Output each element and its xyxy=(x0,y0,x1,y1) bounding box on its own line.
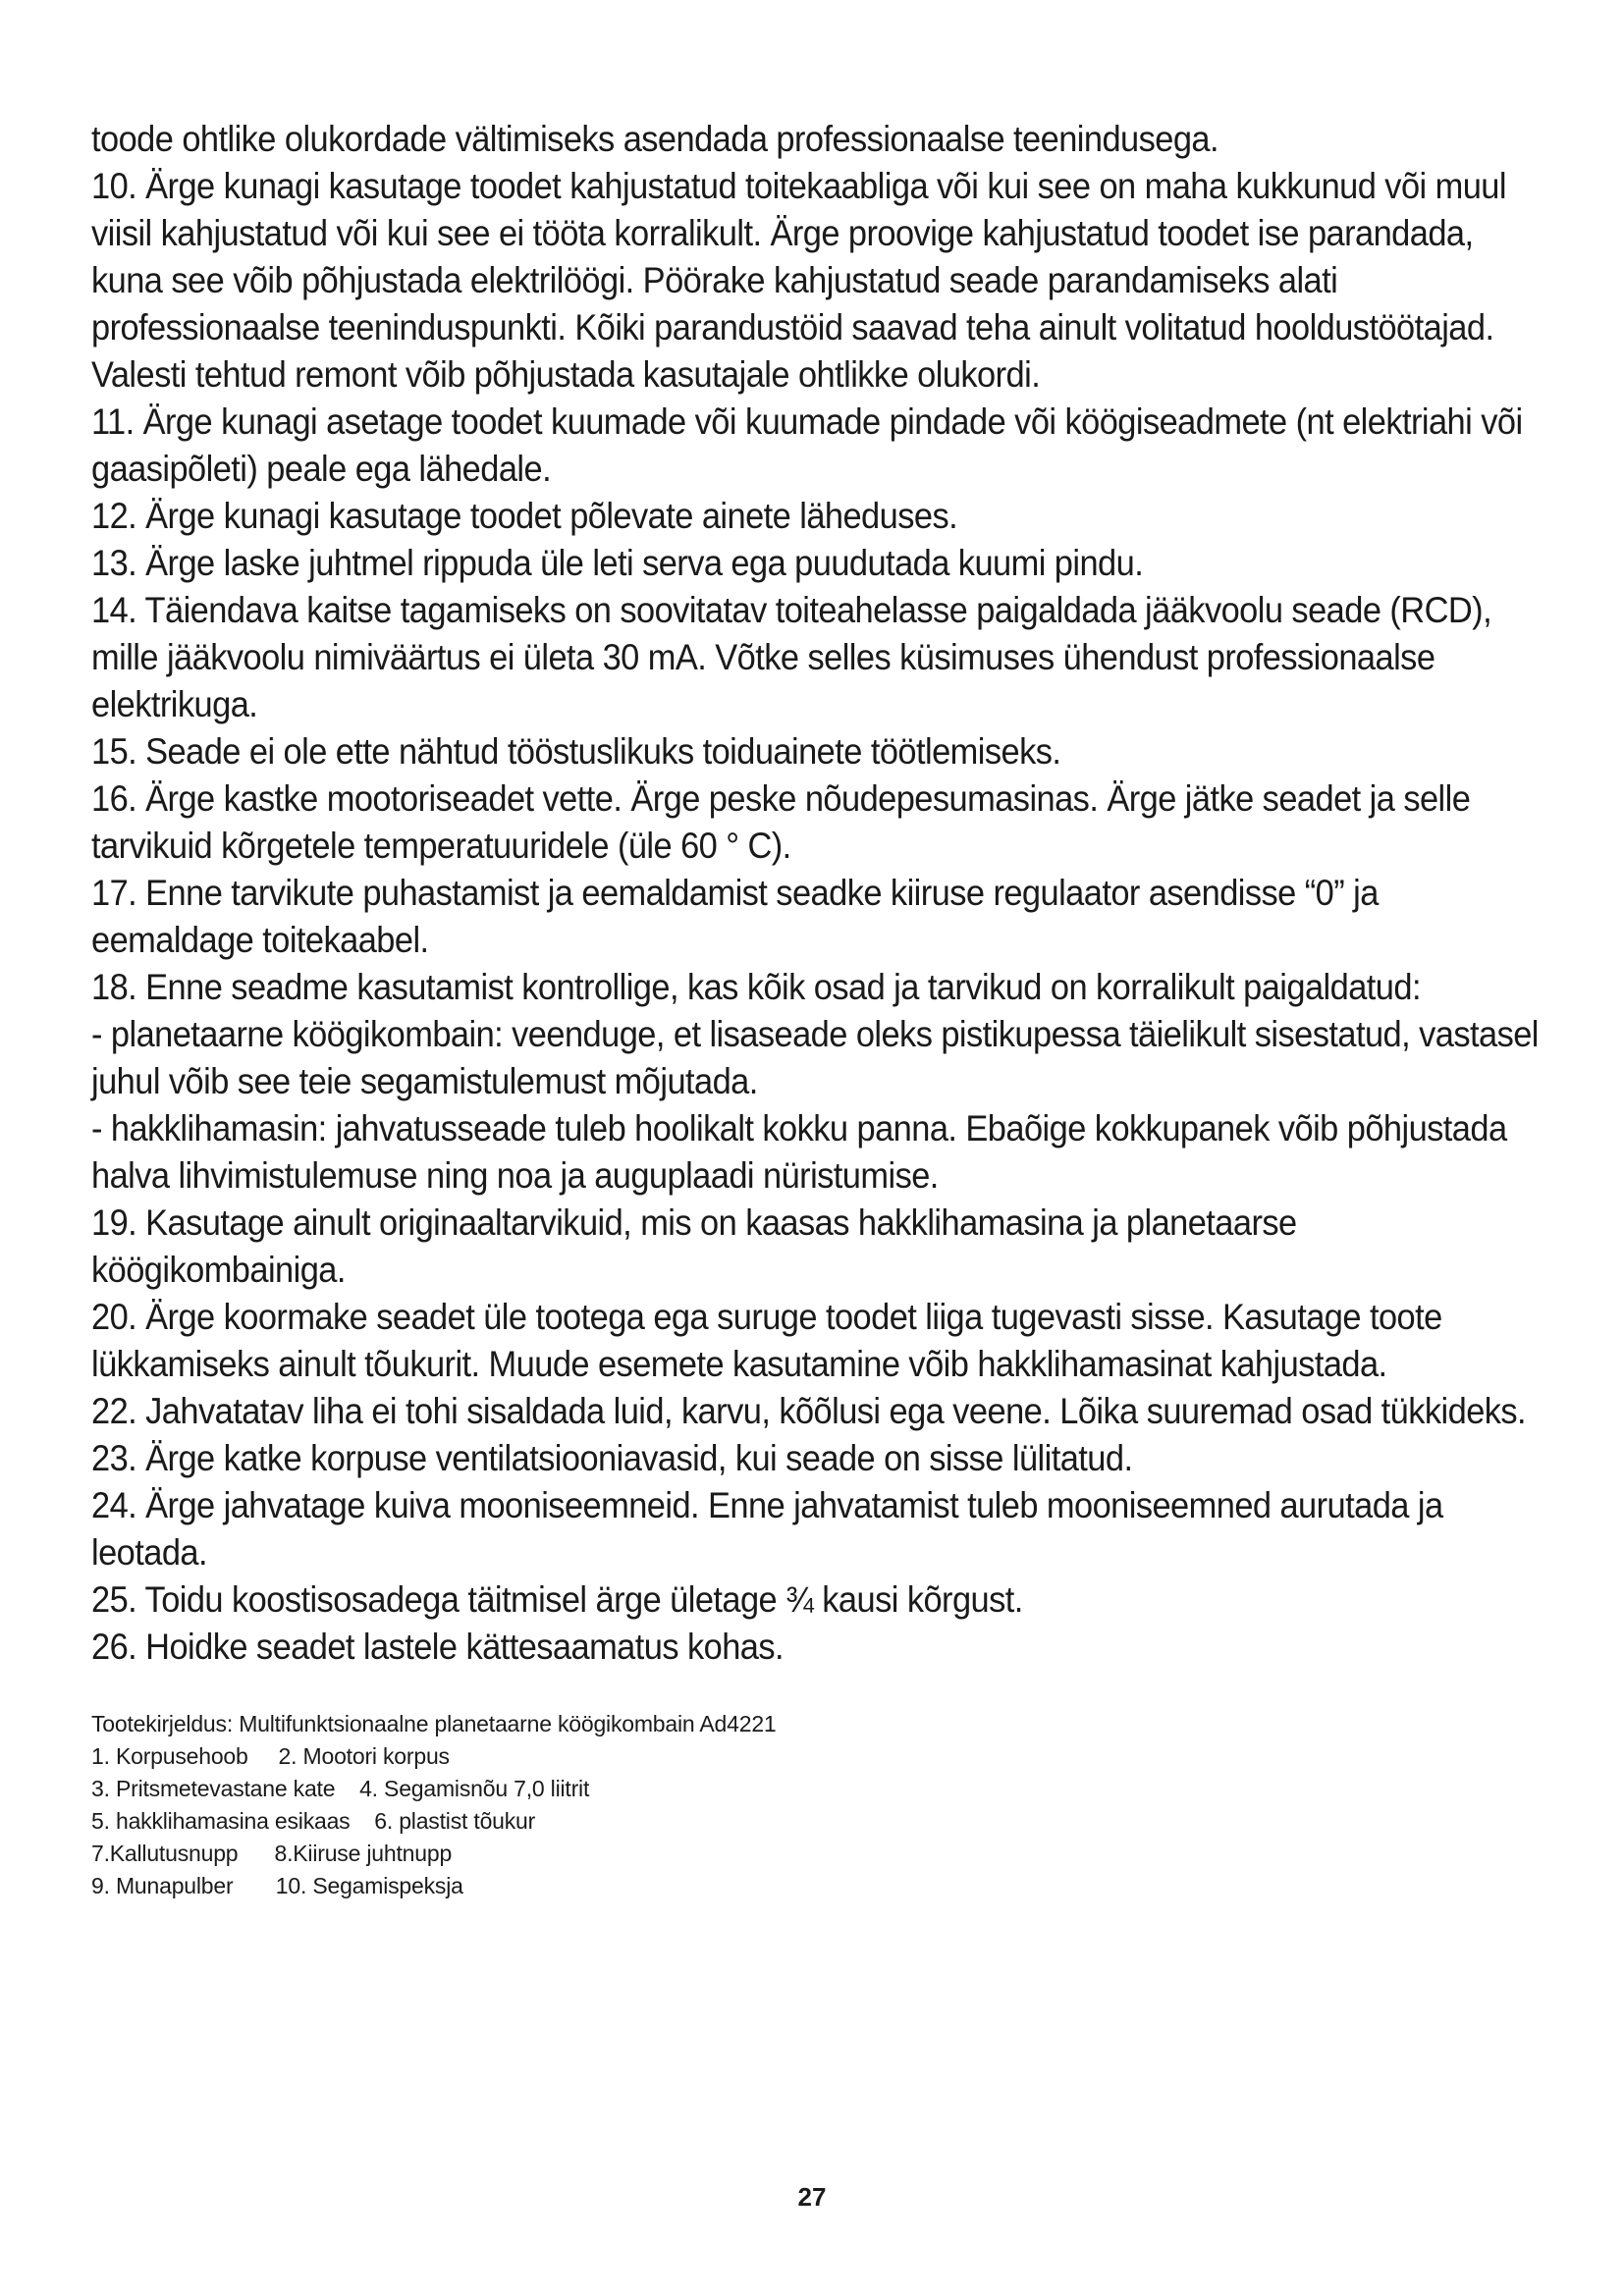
safety-instructions xyxy=(91,116,1544,1671)
instruction-20: 20. Ärge koormake seadet üle tootega ega suruge toodet liiga tugevasti sisse. Kasutage toote lükkamiseks ainult tõukurit. Muude esemete kasutamine võib hakklihamasinat kahjustada. xyxy=(91,1297,1442,1384)
instruction-11: 11. Ärge kunagi asetage toodet kuumade või kuumade pindade või köögiseadmete (nt elektriahi või gaasipõleti) peale ega lähedale. xyxy=(91,401,1523,489)
paragraph-continuation: toode ohtlike olukordade vältimiseks asendada professionaalse teenindusega. xyxy=(91,119,1219,159)
instruction-26: 26. Hoidke seadet lastele kättesaamatus kohas. xyxy=(91,1627,785,1667)
product-description-title: Tootekirjeldus: Multifunktsionaalne planetaarne köögikombain Ad4221 xyxy=(91,1711,777,1736)
page-number: 27 xyxy=(797,2182,827,2212)
document-page xyxy=(91,116,1544,1902)
instruction-15: 15. Seade ei ole ette nähtud tööstuslikuks toiduainete töötlemiseks. xyxy=(91,731,1061,772)
instruction-12: 12. Ärge kunagi kasutage toodet põlevate ainete läheduses. xyxy=(91,496,958,536)
parts-line: 7.Kallutusnupp 8.Kiiruse juhtnupp xyxy=(91,1841,453,1866)
instruction-18-meat-grinder: - hakklihamasin: jahvatusseade tuleb hoolikalt kokku panna. Ebaõige kokkupanek võib põhjustada halva lihvimistulemuse ning noa ja auguplaadi nüristumise. xyxy=(91,1108,1507,1196)
instruction-25: 25. Toidu koostisosadega täitmisel ärge ületage ¾ kausi kõrgust. xyxy=(91,1579,1023,1620)
instruction-23: 23. Ärge katke korpuse ventilatsiooniavasid, kui seade on sisse lülitatud. xyxy=(91,1438,1133,1478)
instruction-13: 13. Ärge laske juhtmel rippuda üle leti serva ega puudutada kuumi pindu. xyxy=(91,543,1144,583)
instruction-18: 18. Enne seadme kasutamist kontrollige, kas kõik osad ja tarvikud on korralikult paigaldatud: xyxy=(91,967,1421,1007)
instruction-19: 19. Kasutage ainult originaaltarvikuid, mis on kaasas hakklihamasina ja planetaarse köögikombainiga. xyxy=(91,1202,1297,1290)
parts-line: 3. Pritsmetevastane kate 4. Segamisnõu 7,0 liitrit xyxy=(91,1776,590,1801)
instruction-16: 16. Ärge kastke mootoriseadet vette. Ärge peske nõudepesumasinas. Ärge jätke seadet ja selle tarvikuid kõrgetele temperatuuridele (üle 60 ° C). xyxy=(91,778,1471,866)
instruction-14: 14. Täiendava kaitse tagamiseks on soovitatav toiteahelasse paigaldada jääkvoolu seade (RCD), mille jääkvoolu nimiväärtus ei ületa 30 mA. Võtke selles küsimuses ühendust professionaalse elektrikuga. xyxy=(91,590,1492,724)
parts-line: 9. Munapulber 10. Segamispeksja xyxy=(91,1873,463,1898)
parts-line: 1. Korpusehoob 2. Mootori korpus xyxy=(91,1743,450,1769)
parts-line: 5. hakklihamasina esikaas 6. plastist tõukur xyxy=(91,1808,536,1834)
instruction-24: 24. Ärge jahvatage kuiva mooniseemneid. Enne jahvatamist tuleb mooniseemned aurutada ja leotada. xyxy=(91,1485,1443,1573)
instruction-22: 22. Jahvatatav liha ei tohi sisaldada luid, karvu, kõõlusi ega veene. Lõika suuremad osad tükkideks. xyxy=(91,1391,1527,1431)
instruction-10: 10. Ärge kunagi kasutage toodet kahjustatud toitekaabliga või kui see on maha kukkunud või muul viisil kahjustatud või kui see ei tööta korralikult. Ärge proovige kahjustatud toodet ise parandada, kuna see võib põhjustada elektrilöögi. Pöörake kahjustatud seade parandamiseks alati professionaalse teeninduspunkti. Kõiki parandustöid saavad teha ainult volitatud hooldustöötajad. Valesti tehtud remont võib põhjustada kasutajale ohtlikke olukordi. xyxy=(91,166,1506,395)
instruction-18-kitchen-machine: - planetaarne köögikombain: veenduge, et lisaseade oleks pistikupessa täielikult sisestatud, vastasel juhul võib see teie segamistulemust mõjutada. xyxy=(91,1014,1539,1101)
product-description xyxy=(91,1708,1544,1902)
instruction-17: 17. Enne tarvikute puhastamist ja eemaldamist seadke kiiruse regulaator asendisse “0” ja eemaldage toitekaabel. xyxy=(91,873,1379,960)
